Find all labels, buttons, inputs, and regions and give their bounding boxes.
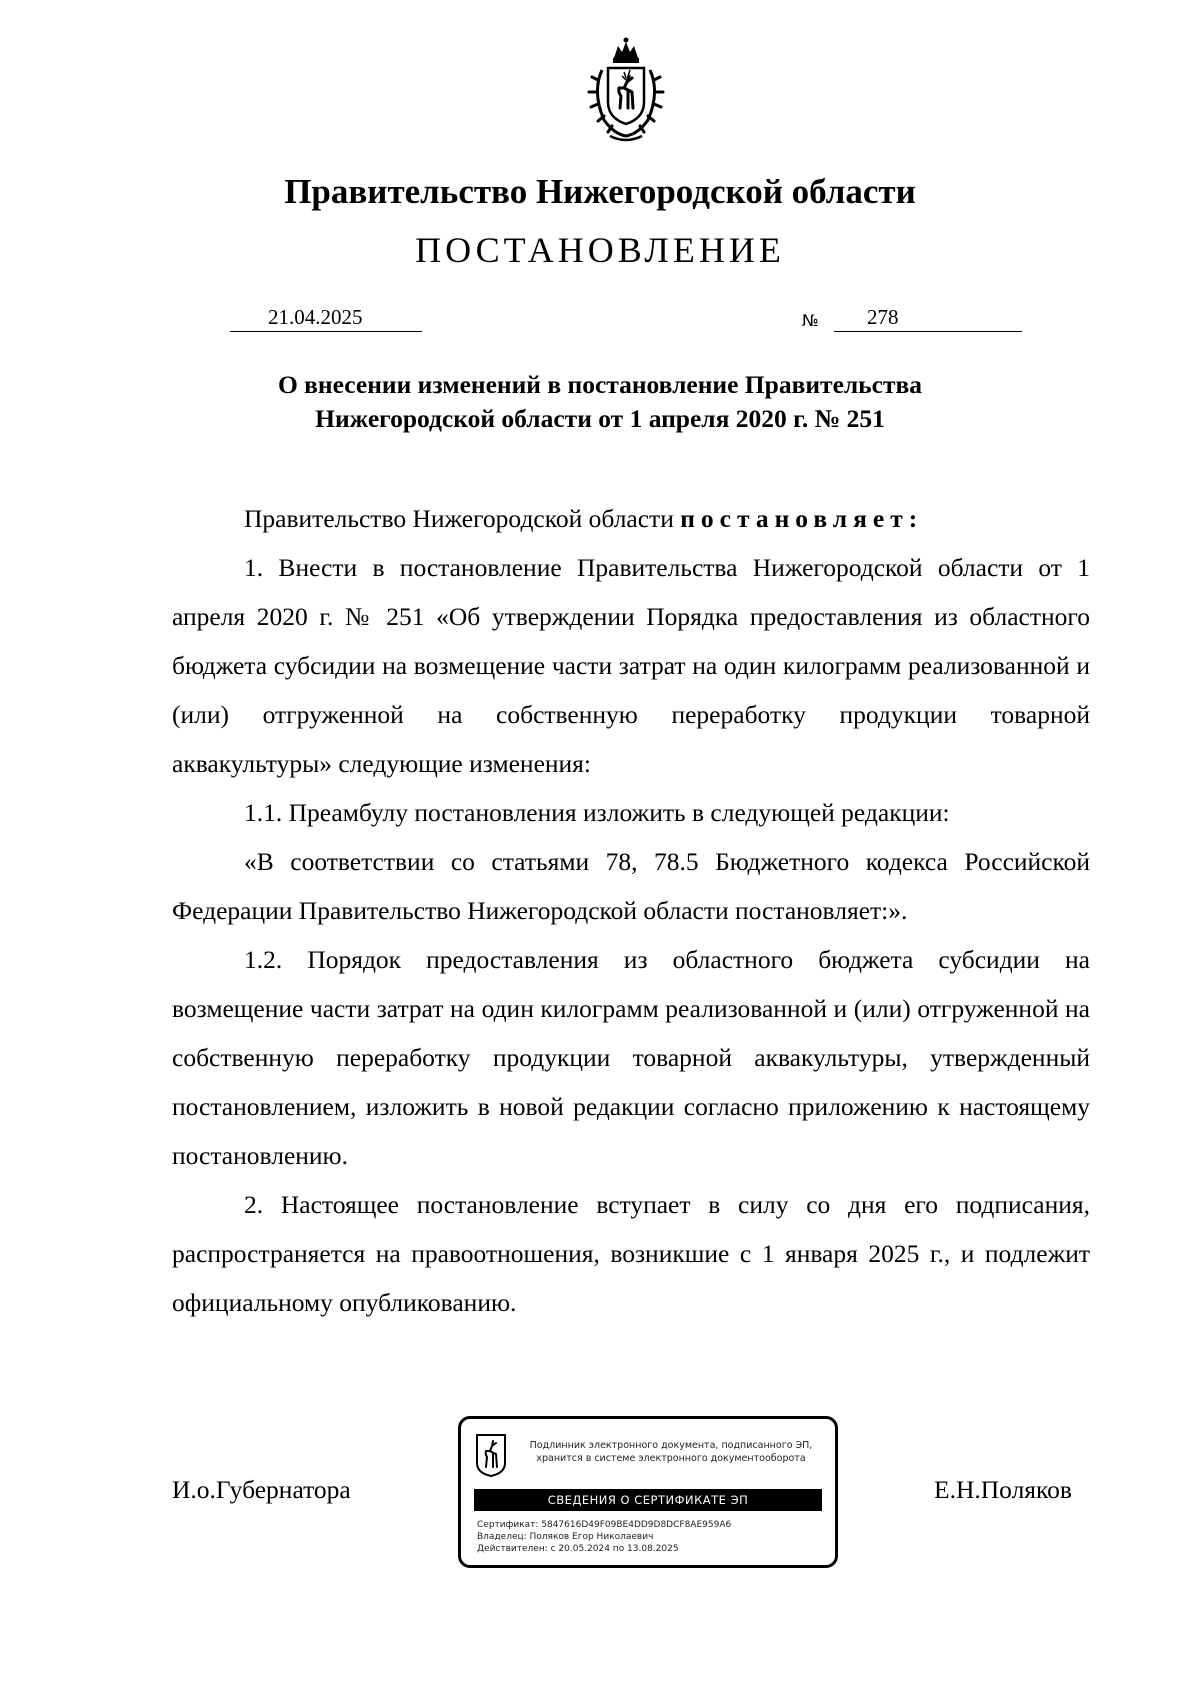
document-date: 21.04.2025 <box>268 305 363 329</box>
subject-line-2: Нижегородской области от 1 апреля 2020 г. № 251 <box>315 404 885 433</box>
signatory-name: Е.Н.Поляков <box>934 1475 1072 1504</box>
stamp-note-line-2: хранится в системе электронного документооборота <box>536 1453 806 1464</box>
intro-action: постановляет: <box>680 504 924 533</box>
document-kind: ПОСТАНОВЛЕНИЕ <box>415 230 785 270</box>
paragraph-1: 1. Внести в постановление Правительства Нижегородской области от 1 апреля 2020 г. № 251 «Об утверждении Порядка предоставления из областного бюджета субсидии на возмещение части затрат на один килограмм реализованной и (или) отгруженной на собственную переработку продукции товарной аквакультуры» следующие изменения: <box>172 553 1090 778</box>
paragraph-1-2: 1.2. Порядок предоставления из областного бюджета субсидии на возмещение части затрат на один килограмм реализованной и (или) отгруженной на собственную переработку продукции товарной аквакультуры, утвержденный постановлением, изложить в новой редакции согласно приложению к настоящему постановлению. <box>172 945 1090 1170</box>
number-underline <box>834 305 1022 332</box>
stamp-validity: Действителен: с 20.05.2024 по 13.08.2025 <box>477 1544 679 1554</box>
paragraph-1-1-quote: «В соответствии со статьями 78, 78.5 Бюджетного кодекса Российской Федерации Правительство Нижегородской области постановляет:». <box>172 847 1090 925</box>
intro-text: Правительство Нижегородской области <box>244 504 674 533</box>
stamp-note <box>511 1439 831 1465</box>
electronic-signature-stamp <box>458 1416 838 1568</box>
subject-line-1: О внесении изменений в постановление Правительства <box>277 370 923 399</box>
document-number: 278 <box>867 305 899 329</box>
organization-title: Правительство Нижегородской области <box>284 172 916 211</box>
stamp-certificate-header: СВЕДЕНИЯ О СЕРТИФИКАТЕ ЭП <box>474 1489 822 1511</box>
stamp-certificate: Сертификат: 5847616D49F09BE4DD9D8DCF8AE959A6 <box>477 1520 732 1530</box>
signatory-position: И.о.Губернатора <box>172 1475 351 1504</box>
number-sign: № <box>802 311 819 330</box>
paragraph-1-1: 1.1. Преамбулу постановления изложить в следующей редакции: <box>244 798 950 827</box>
intro-paragraph <box>172 494 1090 543</box>
stamp-owner: Владелец: Поляков Егор Николаевич <box>477 1532 654 1542</box>
stamp-coat-of-arms-icon <box>475 1433 507 1477</box>
document-body <box>172 494 1090 1327</box>
stamp-note-line-1: Подлинник электронного документа, подписанного ЭП, <box>529 1440 813 1451</box>
document-subject <box>0 368 1200 436</box>
coat-of-arms-icon <box>580 36 672 146</box>
stamp-details <box>477 1519 731 1555</box>
paragraph-2: 2. Настоящее постановление вступает в силу со дня его подписания, распространяется на правоотношения, возникшие с 1 января 2025 г., и подлежит официальному опубликованию. <box>172 1190 1090 1317</box>
